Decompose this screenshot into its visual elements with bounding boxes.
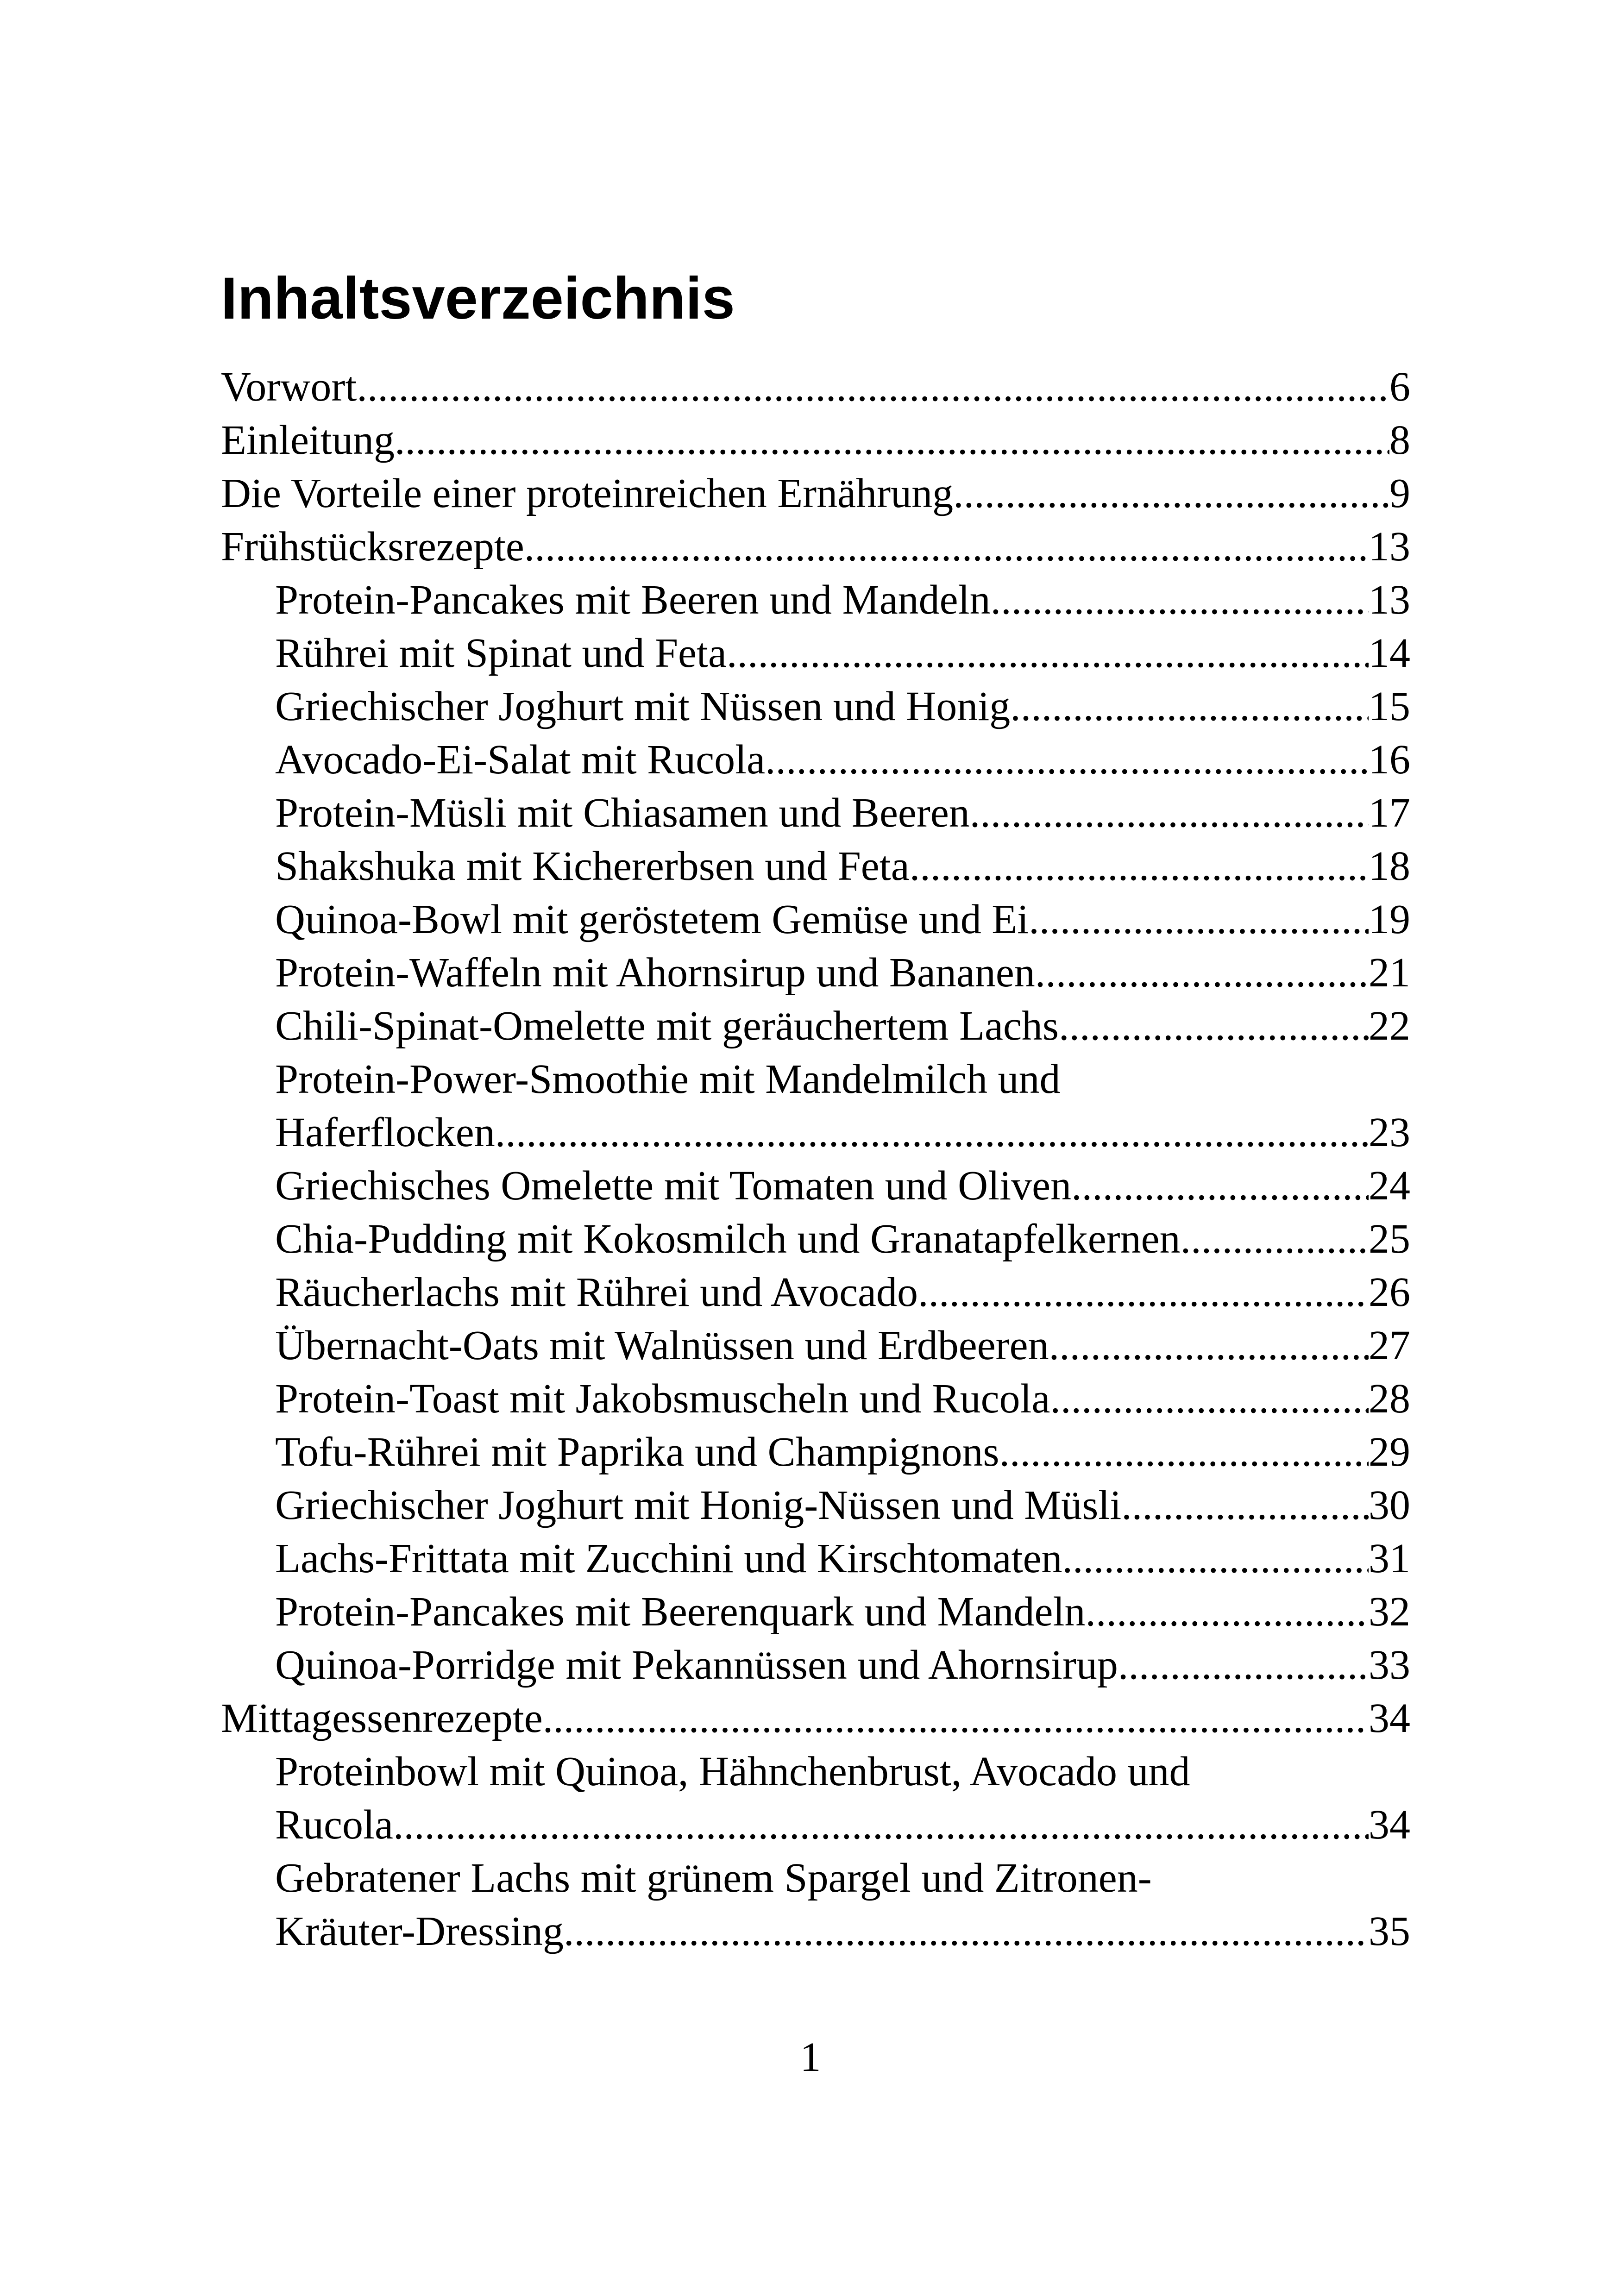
dot-leader [910,840,1369,893]
toc-section-entry[interactable] [221,1479,1410,1532]
dot-leader [765,733,1369,786]
toc-entry-page-number: 13 [1369,524,1410,570]
dot-leader [991,573,1369,627]
toc-section-entry[interactable] [221,1053,1410,1159]
toc-section-entry[interactable] [221,1212,1410,1266]
toc-section-entry[interactable] [221,1372,1410,1425]
toc-section-entry[interactable] [221,786,1410,840]
toc-entry-label: Räucherlachs mit Rührei und Avocado [275,1269,918,1315]
dot-leader [918,1266,1369,1319]
toc-entry-label-line: Gebratener Lachs mit grünem Spargel und Zitronen- [275,1855,1152,1901]
toc-entry-page-number: 19 [1369,897,1410,942]
toc-section-entry[interactable] [221,573,1410,627]
toc-entry-label-line: Proteinbowl mit Quinoa, Hähnchenbrust, Avocado und [275,1749,1190,1794]
toc-entry-row [275,1106,1410,1159]
toc-entry-page-number: 27 [1369,1323,1410,1368]
table-of-contents [221,360,1410,1958]
toc-chapter-entry[interactable] [221,414,1410,467]
toc-entry-row [275,1905,1410,1958]
toc-entry-label: Kräuter-Dressing [275,1908,564,1954]
toc-entry-row [275,627,1410,680]
dot-leader [1049,1319,1369,1372]
dot-leader [524,520,1369,573]
toc-entry-row [275,1798,1410,1851]
toc-entry-row [275,1319,1410,1372]
toc-entry-page-number: 34 [1369,1695,1410,1741]
toc-entry-label: Griechischer Joghurt mit Honig-Nüssen und Müsli [275,1482,1122,1528]
toc-entry-label: Haferflocken [275,1110,495,1155]
dot-leader [1181,1212,1369,1266]
dot-leader [1050,1372,1369,1425]
toc-entry-label: Mittagessenrezepte [221,1695,543,1741]
dot-leader [953,467,1389,520]
toc-entry-page-number: 17 [1369,790,1410,836]
dot-leader [970,786,1369,840]
dot-leader [1029,893,1369,946]
toc-entry-row [221,467,1410,520]
toc-entry-page-number: 23 [1369,1110,1410,1155]
toc-entry-page-number: 22 [1369,1003,1410,1049]
toc-entry-page-number: 25 [1369,1216,1410,1262]
toc-entry-label: Protein-Müsli mit Chiasamen und Beeren [275,790,970,836]
toc-chapter-entry[interactable] [221,1692,1410,1745]
dot-leader [999,1425,1369,1479]
toc-section-entry[interactable] [221,1851,1410,1958]
dot-leader [543,1692,1369,1745]
toc-entry-page-number: 18 [1369,843,1410,889]
toc-entry-label: Protein-Pancakes mit Beeren und Mandeln [275,577,991,623]
toc-entry-row [275,1479,1410,1532]
dot-leader [1086,1585,1369,1638]
toc-entry-row [275,786,1410,840]
toc-section-entry[interactable] [221,1319,1410,1372]
toc-entry-row [275,733,1410,786]
toc-entry-page-number: 34 [1369,1802,1410,1848]
toc-section-entry[interactable] [221,893,1410,946]
toc-section-entry[interactable] [221,1532,1410,1585]
toc-entry-label: Einleitung [221,417,395,463]
toc-entry-row [275,1372,1410,1425]
toc-entry-page-number: 8 [1389,417,1410,463]
dot-leader [1121,1479,1369,1532]
dot-leader [1010,680,1369,733]
toc-section-entry[interactable] [221,840,1410,893]
toc-entry-label: Griechisches Omelette mit Tomaten und Oliven [275,1163,1072,1209]
toc-entry-row [275,1585,1410,1638]
toc-chapter-entry[interactable] [221,520,1410,573]
dot-leader [357,360,1389,414]
toc-entry-row [275,1425,1410,1479]
toc-entry-row [275,1532,1410,1585]
toc-entry-page-number: 14 [1369,630,1410,676]
toc-entry-label: Tofu-Rührei mit Paprika und Champignons [275,1429,999,1475]
toc-entry-label: Protein-Toast mit Jakobsmuscheln und Rucola [275,1376,1050,1422]
toc-entry-page-number: 9 [1389,470,1410,516]
toc-entry-row [221,414,1410,467]
toc-entry-row [221,520,1410,573]
toc-entry-page-number: 31 [1369,1536,1410,1581]
toc-entry-page-number: 21 [1369,950,1410,996]
toc-entry-row [275,893,1410,946]
toc-section-entry[interactable] [221,733,1410,786]
toc-entry-page-number: 6 [1389,364,1410,410]
toc-entry-row [221,360,1410,414]
toc-entry-row [221,1692,1410,1745]
toc-entry-label: Chili-Spinat-Omelette mit geräuchertem Lachs [275,1003,1059,1049]
dot-leader [564,1905,1369,1958]
toc-entry-page-number: 15 [1369,684,1410,729]
toc-entry-label: Rucola [275,1802,393,1848]
toc-section-entry[interactable] [221,1159,1410,1212]
toc-entry-row [275,573,1410,627]
toc-chapter-entry[interactable] [221,467,1410,520]
toc-entry-row [275,680,1410,733]
toc-entry-row [275,946,1410,999]
toc-entry-label: Vorwort [221,364,357,410]
toc-section-entry[interactable] [221,999,1410,1053]
toc-entry-page-number: 28 [1369,1376,1410,1422]
toc-section-entry[interactable] [221,946,1410,999]
toc-entry-page-number: 29 [1369,1429,1410,1475]
toc-chapter-entry[interactable] [221,360,1410,414]
toc-entry-label: Shakshuka mit Kichererbsen und Feta [275,843,910,889]
toc-entry-label: Die Vorteile einer proteinreichen Ernährung [221,470,954,516]
toc-section-entry[interactable] [221,627,1410,680]
toc-entry-label: Rührei mit Spinat und Feta [275,630,727,676]
toc-entry-row [275,999,1410,1053]
toc-entry-page-number: 13 [1369,577,1410,623]
toc-section-entry[interactable] [221,1638,1410,1692]
toc-entry-row [275,1212,1410,1266]
toc-entry-row [275,840,1410,893]
toc-entry-label: Protein-Waffeln mit Ahornsirup und Bananen [275,950,1035,996]
toc-entry-page-number: 32 [1369,1589,1410,1635]
toc-entry-page-number: 26 [1369,1269,1410,1315]
toc-entry-row [275,1266,1410,1319]
dot-leader [1035,946,1369,999]
toc-entry-label: Frühstücksrezepte [221,524,524,570]
toc-entry-row [275,1638,1410,1692]
toc-section-entry[interactable] [221,1425,1410,1479]
toc-entry-label: Quinoa-Porridge mit Pekannüssen und Ahornsirup [275,1642,1118,1688]
page-number: 1 [800,2034,821,2080]
toc-entry-label: Übernacht-Oats mit Walnüssen und Erdbeeren [275,1323,1049,1368]
toc-entry-page-number: 35 [1369,1908,1410,1954]
toc-entry-label: Lachs-Frittata mit Zucchini und Kirschtomaten [275,1536,1062,1581]
toc-entry-label: Griechischer Joghurt mit Nüssen und Honig [275,684,1011,729]
toc-section-entry[interactable] [221,1745,1410,1851]
toc-entry-page-number: 30 [1369,1482,1410,1528]
dot-leader [495,1106,1369,1159]
toc-section-entry[interactable] [221,1266,1410,1319]
dot-leader [393,1798,1369,1851]
toc-section-entry[interactable] [221,1585,1410,1638]
dot-leader [727,627,1369,680]
toc-entry-page-number: 16 [1369,737,1410,783]
toc-heading: Inhaltsverzeichnis [221,265,735,332]
toc-entry-label-line: Protein-Power-Smoothie mit Mandelmilch und [275,1056,1061,1102]
dot-leader [1118,1638,1369,1692]
toc-entry-label: Quinoa-Bowl mit geröstetem Gemüse und Ei [275,897,1029,942]
toc-section-entry[interactable] [221,680,1410,733]
toc-entry-row [275,1159,1410,1212]
dot-leader [395,414,1389,467]
toc-entry-label: Avocado-Ei-Salat mit Rucola [275,737,766,783]
toc-entry-label: Protein-Pancakes mit Beerenquark und Mandeln [275,1589,1086,1635]
toc-entry-label: Chia-Pudding mit Kokosmilch und Granatapfelkernen [275,1216,1181,1262]
toc-entry-page-number: 33 [1369,1642,1410,1688]
dot-leader [1059,999,1369,1053]
dot-leader [1071,1159,1369,1212]
dot-leader [1062,1532,1369,1585]
toc-entry-page-number: 24 [1369,1163,1410,1209]
